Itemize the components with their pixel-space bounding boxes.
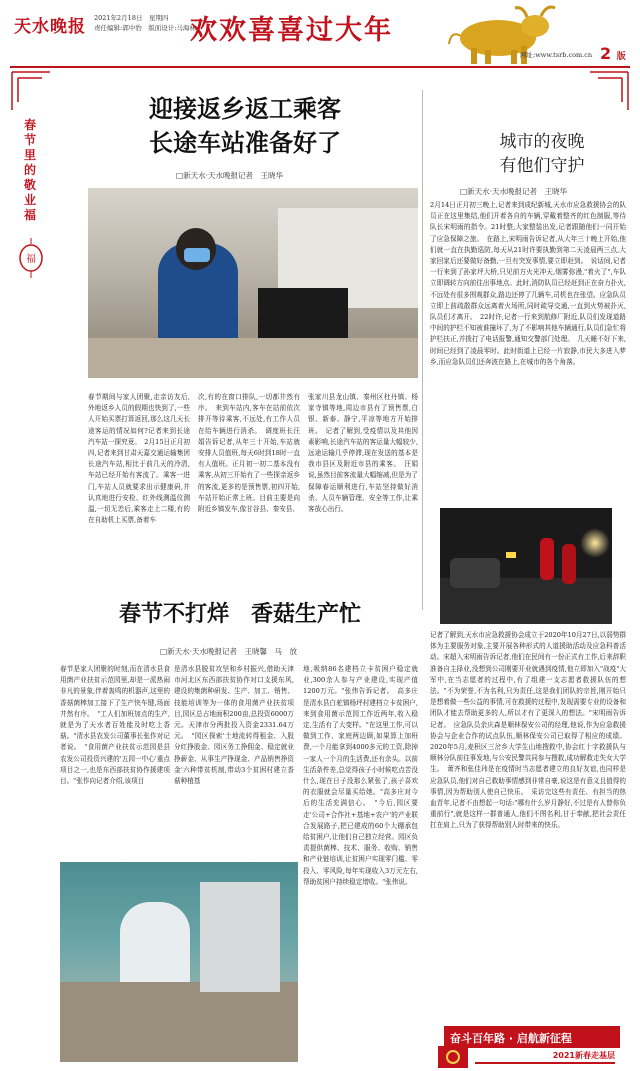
paper-name: 天水晚报	[14, 17, 86, 37]
story3-title-line2: 有他们守护	[499, 156, 585, 176]
date-line: 2021年2月18日 星期四	[94, 14, 169, 22]
parked-car	[450, 558, 500, 588]
story3-byline: □新天水·天水晚报记者 王晓华	[460, 187, 567, 196]
story1-headline	[90, 92, 400, 160]
rescuer-figure	[562, 544, 576, 584]
story2-byline: □新天水·天水晚报记者 王晓馨 马 放	[160, 647, 297, 656]
header-rule	[10, 66, 630, 68]
story1-photo	[88, 188, 418, 378]
campaign-badge: 奋斗百年路 · 启航新征程	[444, 1026, 620, 1048]
story1-title-line2: 长途车站准备好了	[149, 129, 341, 157]
corner-ornament-icon	[570, 70, 630, 130]
story1-col3: 张家川县龙山镇、秦州区杜丹镇、杨家寺镇等地,周边市县有了预售票,白银、新泰、静宁,平凉等地方开始排班。 记者了解到,受疫情以及其他因素影响,长途汽车站的客运量大幅较少,远途运输几乎停滞,现在发送的基本是我市县区及附近市县的乘客。 汪娟说,虽然目前客流量大幅缩减,但是为了保障春运顺利进行,车站坚持做好消杀、人员车辆管理、安全等工作,让乘客放心出行。	[308, 393, 418, 514]
page-number	[600, 44, 626, 63]
mushroom-pile	[60, 982, 298, 1062]
page-number-value: 2	[600, 44, 612, 63]
website-url: 网址:www.tsrb.com.cn	[520, 51, 593, 59]
editor-line: 责任编辑:郭中豹 版面设计:马海林	[94, 24, 196, 32]
story1-byline: □新天水·天水晚报记者 王晓华	[176, 171, 283, 180]
worker-figure	[120, 902, 190, 992]
story1-col2: 次,有的在窗口排队,一切都井然有序。 来到车站内,客车在站前依次排开等待乘客,不远处,有工作人员在给车辆进行消杀。 调度班长汪娟告诉记者,从年三十开始,车站就安排人员值班,每天6时到18时一直有人值班。正月初一初二基本没有乘客,从初三开始有了一些探亲返乡的客流,更多的是预售票,初四开始,车站开始正常上班。目前主要是向附近乡镇发车,像甘谷县、秦安县、	[198, 393, 300, 514]
face-mask	[184, 248, 210, 262]
story3-headline	[477, 130, 607, 178]
story2-headline: 春节不打烊 香菇生产忙	[118, 602, 361, 627]
column-divider	[422, 90, 423, 610]
headlight	[506, 552, 516, 558]
svg-text:福: 福	[26, 254, 36, 265]
rescuer-figure	[540, 538, 554, 580]
story3-photo	[440, 508, 612, 624]
street-light	[580, 528, 610, 558]
story3-part1: 2月14日正月初三晚上,记者来到成纪新城,天水市应急救援协会的队员正在这里集结,他们开着各自的车辆,穿戴着整齐的红色制服,等待队长宋明雨的指令。21时整,大家整装出发,记者跟随他们一同开始了应急保障之旅。 在路上,宋明雨告诉记者,从大年三十晚上开始,他们就一直在执勤巡防,每天从21时许要执勤到第二天凌晨两三点,大家回家后还要做好备勤,一旦有突发事情,要立即赶到。 说话间,记者一行来到了孙家坪大桥,只见前方火光冲天,烟雾弥漫,"着火了",车队立即调转方向前往出事地点。此时,消防队员已经赶到正在奋力扑火,不远处有很多围观群众,路边还停了几辆车,司机也在张望。应急队员立即上前疏散群众远离着火场所,同时疏导交通,一直到火势被扑灭,队员们才离开。 22时许,记者一行来到航修厂附近,队员们发现道路中间的护栏不知被谁撞坏了,为了不影响其他车辆通行,队员们急忙将护栏扶正,并拨打了电话报警,通知交警部门处理。 几天睡不好下来,时间已经到了凌晨零时。此时街道上已经一片寂静,市民大多进入梦乡,而应急队员们还奔波在路上,在城市的各个角落。	[430, 201, 626, 366]
story2-col1: 春节是家人团聚的时刻,而在清水县食用菌产业扶贫示范园里,却是一派热闹非凡的景象,伴着轰鸣的机器声,这里的香菇菌棒加工接下了生产快车键,场面井然有序。 "工人们加班加点的生产,就是为了天水者百姓能及时吃上香菇。"清水县农发公司董事长张作对记者说。 "食用菌产业扶贫示范园是县农发公司投资兴建的'五园一中心'重点项目之一,也是东西部扶贫协作援建项目。"张作向记者介绍,该项目	[60, 665, 170, 786]
festive-title: 欢欢喜喜过大年	[190, 15, 393, 46]
side-banner-text: 春节里的敬业福	[23, 118, 36, 222]
story1-col1: 春节期间与家人团聚,走亲访友后,外地返乡人员的假期也快到了,一些人开始买票打算返回,那么这几天长途客运的情况如何?记者来到长途汽车站一探究竟。 2月15日正月初四,记者来到甘肃天嘉交通运输集团长途汽车站,相比于前几天的冷清,车站已经开始有客流了。乘客一进门,车站人员就要求出示健康码,并认真地进行安检、红外线测温仪测温,一切无恙后,乘客走上二楼,有的在自助机上买票,备着车	[88, 393, 190, 525]
story2-photo	[60, 862, 298, 1062]
party-emblem-icon	[438, 1046, 468, 1068]
story1-title-line1: 迎接返乡返工乘客	[149, 95, 341, 123]
conveyor	[200, 882, 280, 992]
story3-part2: 记者了解到,天水市应急救援协会成立于2020年10月27日,以弱势群体为主要服务对象,主要开展各种形式的人道援助活动及应急科普活动。宋超入宋明雨告诉记者,他们在民间有一份正式有工作,后来辞职准备自主择业,没想到公司刚要开业就遇到疫情,他立即加入"战疫"大军中,在当志愿者的过程中,有了组建一支志愿者救援队伍的想法。"不为荣誉,不为名利,只为责任,这是我们团队的宗旨,刚开始只是想着做一些公益的事情,可在救援的过程中,发现需要专业的设备和团队才能去帮助更多的人,所以才有了更深入的想法。"宋明雨告诉记者。 应急队员余庆森是顺林保安公司的经理,他说,作为应急救援协会与企业合作的试点队伍,顺林保安公司已取得了相应的成绩。2020年5月,麦积区三岔乡大学生山地搜救中,协会红十字救援队与顺林分队前往事发地,与公安民警共同参与搜救,成功解救走失女大学生。 萧齐和张佳玮是在疫情时当志愿者建立的良好友谊,也同样是应急队员,他们对自己救助事情感到非常自豪,说这是有意义且值得的事情,因为帮助别人使自己快乐。 采访完这些有责任、有担当的热血青年,记者不由想起一句话:"哪有什么岁月静好,不过是有人替你负重前行",就是这样一群普通人,他们不图名利,甘于奉献,把社会责任扛在肩上,只为了获得帮助别人时带来的快乐。	[430, 631, 626, 830]
counter	[88, 338, 418, 378]
story3-title-line1: 城市的夜晚	[499, 132, 585, 152]
story2-col3: 地,吸纳86名建档立卡贫困户稳定就业,300余人参与产业建设,实现产值1200万元。"张伟告诉记者。 高多庄是清水县白驼镇杨坪村建档立卡贫困户,来到食用菌示范园工作近两年,收入稳定,生活有了大变样。"在这里工作,可以做到工作、家庭两边顾,如果算上加班费,一个月能拿到4000多元的工资,除掉一家人一个月的生活费,还有余头。以前生活条件差,总觉得孩子小时候吃点苦没什么,现在日子没那么紧张了,孩子喜欢的衣服就会尽量买给她。"高多庄对今后的生活充满信心。 "今后,园区要走'公司+合作社+基地+农户'的产业联合发展路子,把已建成的60个大棚承包给贫困户,让他们自己独立经营。园区负责提供菌棒、技术、服务、收购、销售和产业链培训,让贫困户实现零门槛、零投入、零风险,每年实现收入3万元左右,帮助贫困户持续稳定增收。"张伟说。	[303, 665, 418, 886]
story2-col2: 是清水县脱贫攻坚和乡村振兴,借助天津市河北区东西部扶贫协作对口支援东风,建设的集菌种研发、生产、加工、销售、技能培训等为一体的食用菌产业扶贫项目,园区总占地面积200亩,总投资6000万元。天津市分两批投入资金2331.64万元。 "园区探索'土地流转得租金、入股分红挣股金、园区务工挣佣金、稳定就业挣薪金、从事生产挣现金、产品销售挣资金'六种带贫机制,带动3个贫困村建立香菇种植基	[174, 665, 294, 786]
campaign-badge-sub: 2021新春走基层	[475, 1050, 615, 1064]
page-suffix: 版	[616, 52, 626, 62]
lantern-icon	[18, 238, 44, 278]
